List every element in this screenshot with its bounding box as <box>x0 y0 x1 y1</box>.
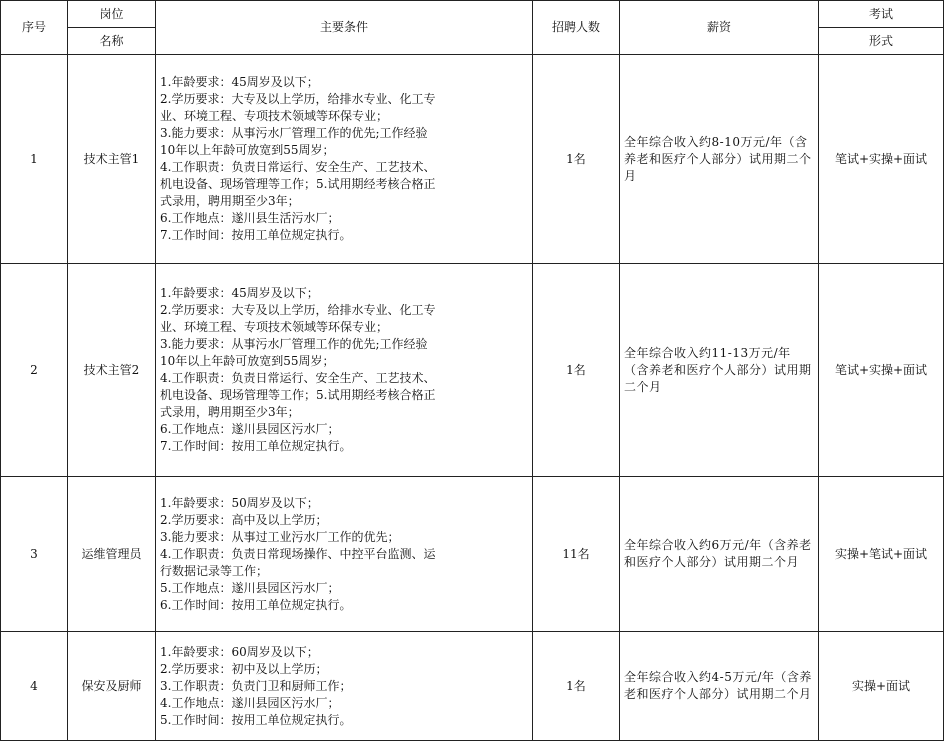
condition-line: 7.工作时间：按用工单位规定执行。 <box>160 228 352 242</box>
condition-line: 3.能力要求：从事污水厂管理工作的优先;工作经验 <box>160 337 428 351</box>
header-exam-line1: 考试 <box>819 1 944 28</box>
table-row <box>1 264 944 477</box>
cell-seq: 3 <box>1 477 68 632</box>
condition-line: 2.学历要求：大专及以上学历，给排水专业、化工专 <box>160 92 436 106</box>
condition-line: 1.年龄要求：50周岁及以下； <box>160 495 319 510</box>
condition-line: 2.学历要求：大专及以上学历，给排水专业、化工专 <box>160 303 436 317</box>
cell-post: 运维管理员 <box>68 477 156 632</box>
condition-line: 4.工作职责：负责日常现场操作、中控平台监测、运 <box>160 546 436 561</box>
cell-conditions <box>156 264 533 477</box>
cell-headcount: 1名 <box>533 55 620 264</box>
condition-line: 10年以上年龄可放宽到55周岁； <box>160 354 335 368</box>
header-post-line1: 岗位 <box>68 1 156 28</box>
condition-line: 式录用，聘用期至少3年； <box>160 194 300 208</box>
condition-line: 式录用，聘用期至少3年； <box>160 405 300 419</box>
condition-line: 7.工作时间：按用工单位规定执行。 <box>160 439 352 453</box>
condition-line: 2.学历要求：高中及以上学历； <box>160 512 328 527</box>
header-salary: 薪资 <box>620 1 819 55</box>
header-headcount: 招聘人数 <box>533 1 620 55</box>
cell-conditions <box>156 55 533 264</box>
condition-line: 3.能力要求：从事污水厂管理工作的优先;工作经验 <box>160 126 428 140</box>
condition-line: 4.工作地点：遂川县园区污水厂； <box>160 695 340 710</box>
table-row <box>1 55 944 264</box>
cell-salary: 全年综合收入约11-13万元/年（含养老和医疗个人部分）试用期二个月 <box>620 264 819 477</box>
cell-conditions <box>156 477 533 632</box>
condition-line: 行数据记录等工作； <box>160 563 269 578</box>
cell-headcount: 1名 <box>533 264 620 477</box>
cell-exam: 实操+笔试+面试 <box>819 477 944 632</box>
cell-post: 技术主管2 <box>68 264 156 477</box>
condition-line: 6.工作地点：遂川县园区污水厂； <box>160 422 340 436</box>
condition-line: 2.学历要求：初中及以上学历； <box>160 661 328 676</box>
cell-salary: 全年综合收入约4-5万元/年（含养老和医疗个人部分）试用期二个月 <box>620 632 819 741</box>
cell-salary: 全年综合收入约8-10万元/年（含养老和医疗个人部分）试用期二个月 <box>620 55 819 264</box>
cell-post: 保安及厨师 <box>68 632 156 741</box>
condition-line: 业、环境工程、专项技术领域等环保专业； <box>160 109 389 123</box>
condition-line: 10年以上年龄可放宽到55周岁； <box>160 143 335 157</box>
header-exam-line2: 形式 <box>819 28 944 55</box>
condition-line: 4.工作职责：负责日常运行、安全生产、工艺技术、 <box>160 160 436 174</box>
cell-post: 技术主管1 <box>68 55 156 264</box>
condition-line: 1.年龄要求：45周岁及以下； <box>160 286 319 300</box>
cell-seq: 4 <box>1 632 68 741</box>
condition-line: 1.年龄要求：45周岁及以下； <box>160 75 319 89</box>
cell-exam: 实操+面试 <box>819 632 944 741</box>
header-conditions: 主要条件 <box>156 1 533 55</box>
cell-exam: 笔试+实操+面试 <box>819 55 944 264</box>
cell-headcount: 11名 <box>533 477 620 632</box>
condition-line: 5.工作时间：按用工单位规定执行。 <box>160 712 352 727</box>
condition-line: 3.能力要求：从事过工业污水厂工作的优先； <box>160 529 400 544</box>
cell-conditions <box>156 632 533 741</box>
header-seq: 序号 <box>1 1 68 55</box>
table-row <box>1 477 944 632</box>
cell-seq: 2 <box>1 264 68 477</box>
table-row <box>1 632 944 741</box>
condition-line: 4.工作职责：负责日常运行、安全生产、工艺技术、 <box>160 371 436 385</box>
cell-salary: 全年综合收入约6万元/年（含养老和医疗个人部分）试用期二个月 <box>620 477 819 632</box>
condition-line: 机电设备、现场管理等工作；5.试用期经考核合格正 <box>160 177 436 191</box>
cell-exam: 笔试+实操+面试 <box>819 264 944 477</box>
condition-line: 业、环境工程、专项技术领域等环保专业； <box>160 320 389 334</box>
condition-line: 机电设备、现场管理等工作；5.试用期经考核合格正 <box>160 388 436 402</box>
condition-line: 5.工作地点：遂川县园区污水厂； <box>160 580 340 595</box>
condition-line: 6.工作地点：遂川县生活污水厂； <box>160 211 340 225</box>
condition-line: 6.工作时间：按用工单位规定执行。 <box>160 597 352 612</box>
cell-headcount: 1名 <box>533 632 620 741</box>
condition-line: 3.工作职责：负责门卫和厨师工作； <box>160 678 352 693</box>
header-post-line2: 名称 <box>68 28 156 55</box>
condition-line: 1.年龄要求：60周岁及以下； <box>160 644 319 659</box>
cell-seq: 1 <box>1 55 68 264</box>
